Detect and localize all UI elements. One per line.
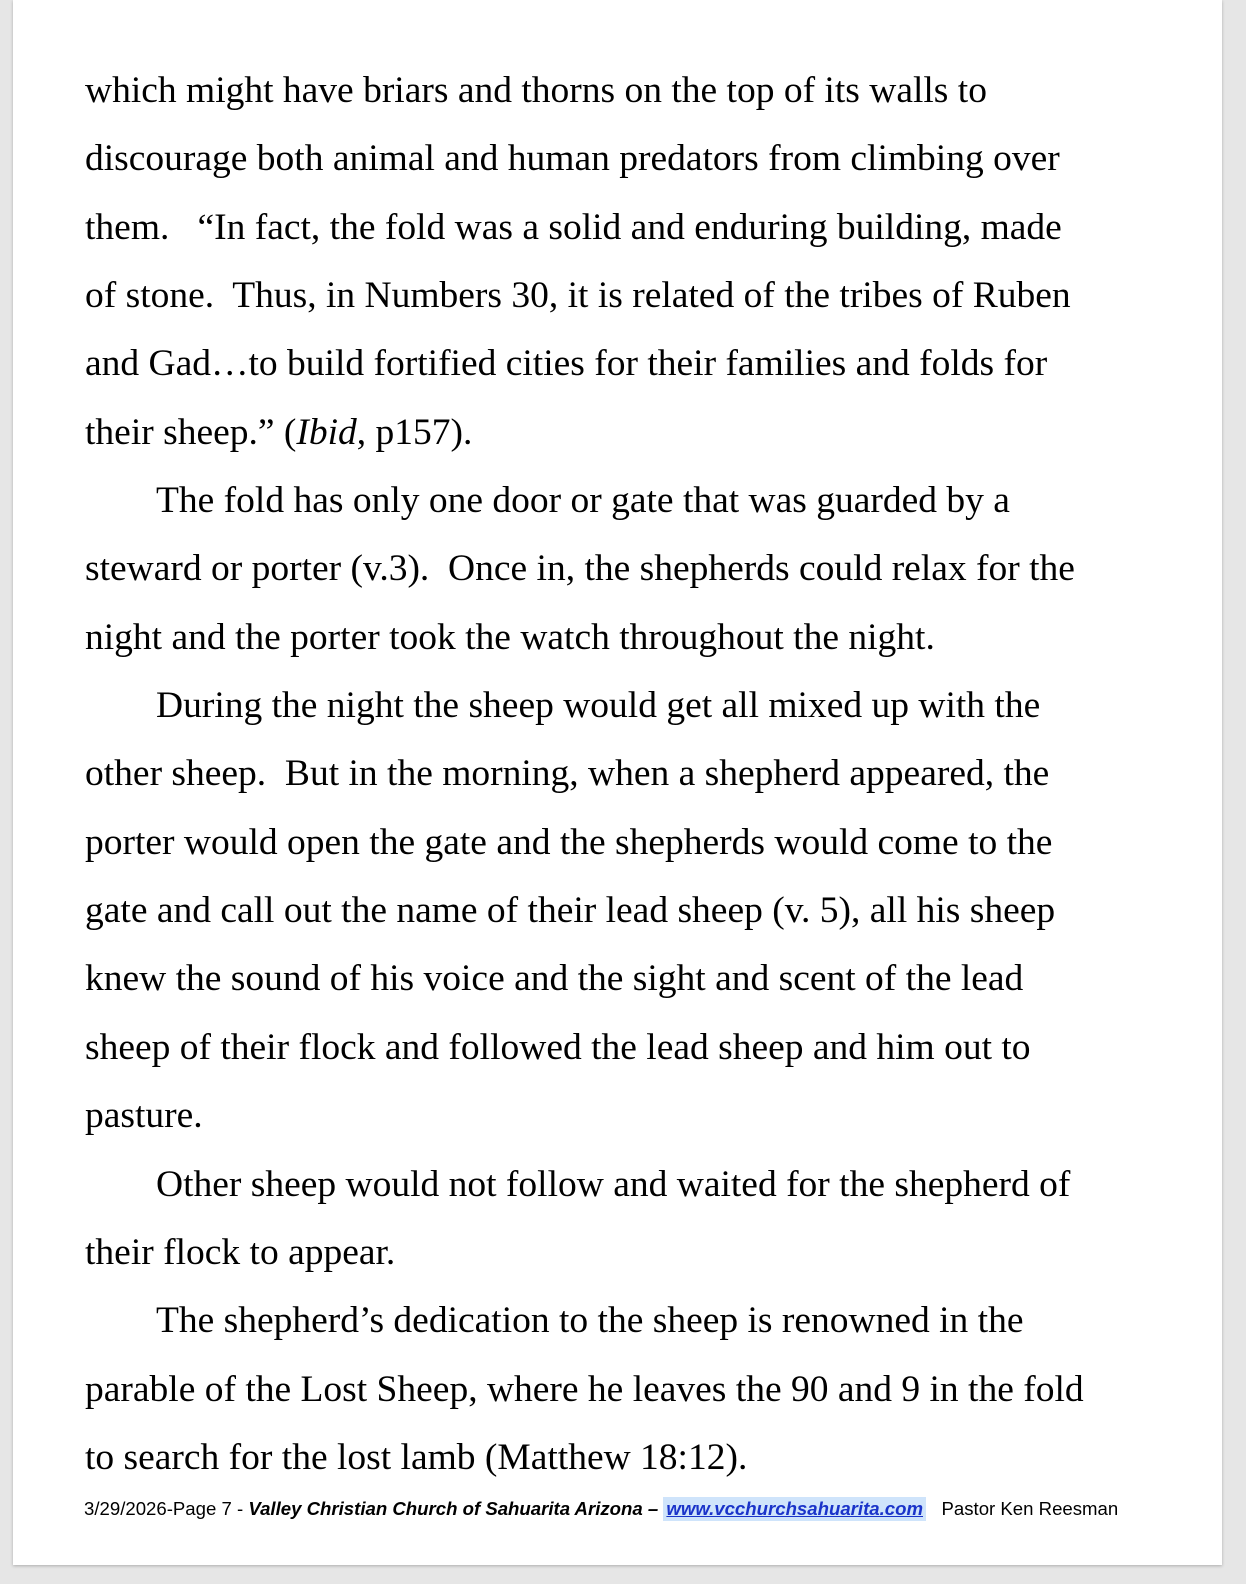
text-line [85,262,1205,330]
text-line [85,194,1205,262]
text-line [85,535,1205,603]
document-page [13,0,1222,1565]
text-run: and Gad…to build fortified cities for their families and folds for [85,343,1048,385]
text-line [85,809,1205,877]
footer-link-highlight [663,1497,926,1521]
text-line [85,125,1205,193]
text-run: Other sheep would not follow and waited for the shepherd of [156,1163,1071,1205]
text-line [85,604,1205,672]
text-run: steward or porter (v.3). Once in, the shepherds could relax for the [85,548,1075,590]
text-run: discourage both animal and human predators from climbing over [85,138,1060,180]
text-run: gate and call out the name of their lead sheep (v. 5), all his sheep [85,890,1056,932]
text-run: During the night the sheep would get all mixed up with the [156,685,1041,727]
text-run: of stone. Thus, in Numbers 30, it is related of the tribes of Ruben [85,275,1071,317]
italic-citation: Ibid [296,411,357,453]
text-run: to search for the lost lamb (Matthew 18:12). [85,1436,748,1478]
footer-pastor-name: Pastor Ken Reesman [941,1498,1119,1519]
text-run: parable of the Lost Sheep, where he leaves the 90 and 9 in the fold [85,1368,1084,1410]
text-run: The shepherd’s dedication to the sheep is renowned in the [156,1300,1024,1342]
footer-website-link[interactable]: www.vcchurchsahuarita.com [666,1498,923,1519]
text-run: porter would open the gate and the shepherds would come to the [85,821,1053,863]
text-line [85,1424,1205,1492]
text-line [85,1014,1205,1082]
text-run: their sheep.” ( [85,411,297,453]
text-line [85,945,1205,1013]
text-line [85,57,1205,125]
document-body [85,57,1205,1492]
paragraph [85,1151,1205,1288]
text-line [85,740,1205,808]
text-line [85,877,1205,945]
text-line [85,1287,1205,1355]
text-run: their flock to appear. [85,1231,396,1273]
paragraph [85,672,1205,1150]
text-line [85,467,1205,535]
text-line [85,672,1205,740]
footer-church-name: Valley Christian Church of Sahuarita Arizona – [248,1498,664,1519]
text-line [85,330,1205,398]
text-line [85,1082,1205,1150]
text-run: The fold has only one door or gate that was guarded by a [156,480,1010,522]
paragraph [85,57,1205,467]
text-line [85,1151,1205,1219]
text-run: sheep of their flock and followed the lead sheep and him out to [85,1026,1031,1068]
paragraph [85,1287,1205,1492]
text-run: pasture. [85,1095,203,1137]
text-run: them. “In fact, the fold was a solid and enduring building, made [85,206,1062,248]
text-line [85,1356,1205,1424]
text-run: knew the sound of his voice and the sight and scent of the lead [85,958,1024,1000]
text-run: which might have briars and thorns on the top of its walls to [85,70,987,111]
text-run: night and the porter took the watch throughout the night. [85,616,935,658]
text-run: other sheep. But in the morning, when a shepherd appeared, the [85,753,1050,795]
paragraph [85,467,1205,672]
text-line [85,1219,1205,1287]
footer-date-page: 3/29/2026-Page 7 - [84,1498,249,1519]
text-line [85,399,1205,467]
footer-spacer [926,1498,942,1519]
page-footer [84,1497,1118,1521]
text-run: , p157). [356,411,473,453]
